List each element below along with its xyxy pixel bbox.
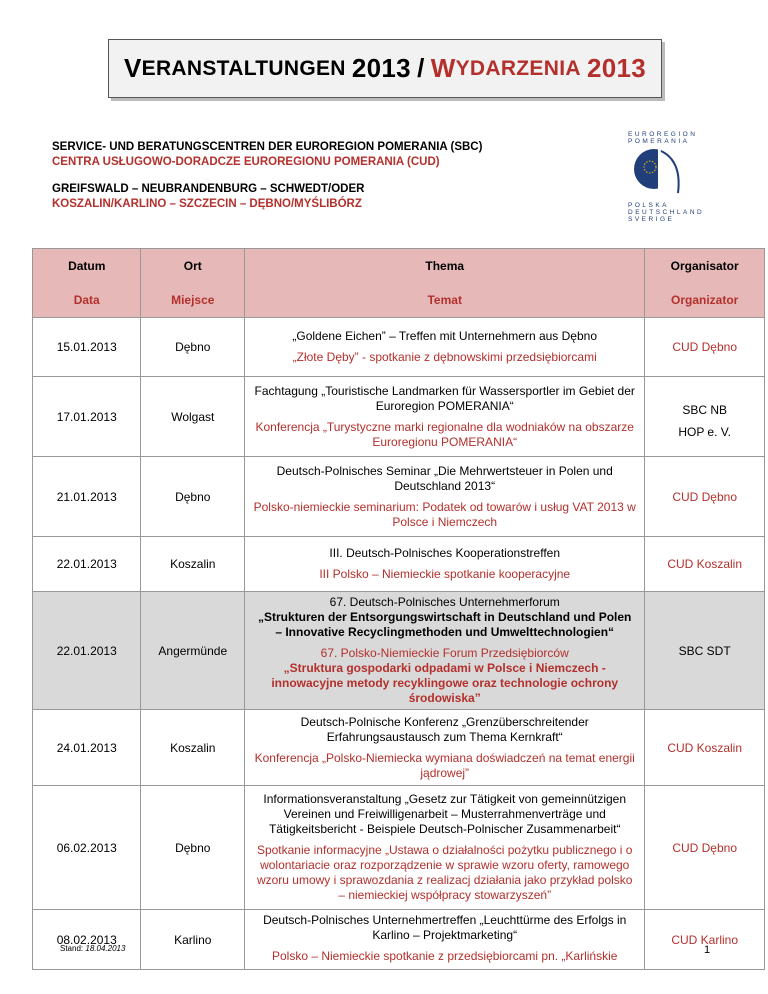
- row-org: CUD Karlino: [645, 910, 765, 970]
- theme-de: Fachtagung „Touristische Landmarken für Wassersportler im Gebiet der Euroregion POMERANIA“: [254, 383, 635, 413]
- title-separator: /: [417, 53, 425, 83]
- table-row: [33, 786, 765, 910]
- header-centres: [52, 140, 482, 170]
- row-theme: [245, 377, 645, 457]
- theme-de: III. Deutsch-Polnisches Kooperationstreffen: [329, 546, 560, 560]
- row-date: 24.01.2013: [33, 710, 141, 786]
- footer-stand: [60, 944, 125, 953]
- row-place: Koszalin: [141, 537, 245, 592]
- header-date-pl: Data: [33, 283, 141, 318]
- header-line1-de: SERVICE- UND BERATUNGSCENTREN DER EUROREGION POMERANIA (SBC): [52, 141, 483, 153]
- euroregion-pomerania-logo: [628, 131, 718, 231]
- table-row: [33, 457, 765, 537]
- row-date: 15.01.2013: [33, 318, 141, 377]
- stand-label: Stand:: [60, 944, 84, 953]
- logo-bottom-1: POLSKA: [628, 202, 670, 209]
- row-place: Dębno: [141, 457, 245, 537]
- title-pl-initial: W: [430, 53, 456, 83]
- theme-de: Deutsch-Polnische Konferenz „Grenzüberschreitender Erfahrungsaustausch zum Thema Kernkraft“: [300, 714, 589, 744]
- row-theme: [245, 457, 645, 537]
- row-date: 22.01.2013: [33, 537, 141, 592]
- theme-pl: 67. Polsko-Niemieckie Forum Przedsiębiorców: [320, 646, 569, 660]
- title-de-year: 2013: [351, 53, 411, 83]
- theme-de: „Goldene Eichen” – Treffen mit Unternehmern aus Dębno: [292, 329, 598, 343]
- title-de-initial: V: [124, 53, 142, 83]
- theme-de: 67. Deutsch-Polnisches Unternehmerforum: [329, 595, 560, 609]
- document-title: [108, 39, 662, 98]
- row-theme: [245, 786, 645, 910]
- theme-pl: III Polsko – Niemieckie spotkanie kooperacyjne: [319, 567, 571, 581]
- table-row: [33, 592, 765, 710]
- table-row: [33, 910, 765, 970]
- logo-top-2: POMERANIA: [628, 138, 690, 145]
- title-pl-year: 2013: [586, 53, 646, 83]
- header-line2-pl: KOSZALIN/KARLINO – SZCZECIN – DĘBNO/MYŚLIBÓRZ: [52, 198, 362, 210]
- row-date: 06.02.2013: [33, 786, 141, 910]
- table-row: [33, 537, 765, 592]
- row-place: Koszalin: [141, 710, 245, 786]
- header-place-pl: Miejsce: [141, 283, 245, 318]
- header-place-de: Ort: [141, 249, 245, 284]
- header-line1-pl: CENTRA USŁUGOWO-DORADCZE EUROREGIONU POMERANIA (CUD): [52, 156, 440, 168]
- header-theme-de: Thema: [245, 249, 645, 284]
- title-de-rest: ERANSTALTUNGEN: [141, 56, 346, 80]
- row-theme: [245, 318, 645, 377]
- row-theme: [245, 910, 645, 970]
- row-org: CUD Dębno: [645, 457, 765, 537]
- table-row: [33, 710, 765, 786]
- row-org: [645, 377, 765, 457]
- title-pl-rest: YDARZENIA: [455, 56, 581, 80]
- org-secondary: HOP e. V.: [678, 424, 732, 439]
- theme-pl: „Złote Dęby” - spotkanie z dębnowskimi przedsiębiorcami: [292, 350, 597, 364]
- header-date-de: Datum: [33, 249, 141, 284]
- theme-de: Deutsch-Polnisches Unternehmertreffen „Leuchttürme des Erfolgs in Karlino – Projektmarketing“: [263, 913, 627, 942]
- page-number: 1: [704, 944, 711, 956]
- org-primary: SBC NB: [682, 402, 728, 417]
- theme-pl: Polsko-niemieckie seminarium: Podatek od towarów i usług VAT 2013 w Polsce i Niemczech: [253, 499, 636, 529]
- row-place: Dębno: [141, 786, 245, 910]
- row-theme: [245, 537, 645, 592]
- theme-pl-bold: „Struktura gospodarki odpadami w Polsce i Niemczech - innowacyjne metody recyklingowe oraz technologie ochrony środowiska”: [271, 661, 619, 705]
- row-org: CUD Koszalin: [645, 710, 765, 786]
- header-org-de: Organisator: [645, 249, 765, 284]
- row-place: Dębno: [141, 318, 245, 377]
- row-org: CUD Koszalin: [645, 537, 765, 592]
- logo-top-1: EUROREGION: [628, 131, 698, 138]
- row-org: CUD Dębno: [645, 318, 765, 377]
- theme-de: Deutsch-Polnisches Seminar „Die Mehrwertsteuer in Polen und Deutschland 2013“: [276, 463, 613, 493]
- row-theme: [245, 592, 645, 710]
- row-place: Angermünde: [141, 592, 245, 710]
- theme-pl: Spotkanie informacyjne „Ustawa o działalności pożytku publicznego i o wolontariacie oraz rozporządzenie w sprawie wzoru oferty, ramowego wzoru umowy i sprawozdania z realizacj działania jako przykład polsko – niemieckiej współpracy stowarzyszeń”: [256, 843, 633, 902]
- row-theme: [245, 710, 645, 786]
- row-date: 08.02.2013: [33, 910, 141, 970]
- row-org: CUD Dębno: [645, 786, 765, 910]
- row-place: Wolgast: [141, 377, 245, 457]
- header-org-pl: Organizator: [645, 283, 765, 318]
- theme-pl: Konferencja „Turystyczne marki regionalne dla wodniaków na obszarze Euroregionu POMERANIA“: [255, 419, 634, 449]
- theme-de: Informationsveranstaltung „Gesetz zur Tätigkeit von gemeinnützigen Vereinen und Freiwilligenarbeit – Musterrahmenverträge und Tätigkeitsbericht - Beispiele Deutsch-Polnischer Zusammenarbeit“: [263, 792, 627, 836]
- theme-de-bold: „Strukturen der Entsorgungswirtschaft in Deutschland und Polen – Innovative Recyclingmethoden und Umwelttechnologien“: [258, 610, 632, 639]
- logo-bottom-3: SVERIGE: [628, 216, 675, 223]
- row-place: Karlino: [141, 910, 245, 970]
- theme-pl: Polsko – Niemieckie spotkanie z przedsiębiorcami pn. „Karlińskie: [271, 949, 618, 963]
- logo-bottom-2: DEUTSCHLAND: [628, 209, 705, 216]
- header-theme-pl: Temat: [245, 283, 645, 318]
- header-line2-de: GREIFSWALD – NEUBRANDENBURG – SCHWEDT/ODER: [52, 183, 365, 195]
- row-date: 17.01.2013: [33, 377, 141, 457]
- table-header-pl: [33, 283, 765, 318]
- stand-date: 18.04.2013: [85, 944, 126, 953]
- table-row: [33, 318, 765, 377]
- theme-pl: Konferencja „Polsko-Niemiecka wymiana doświadczeń na temat energii jądrowej”: [254, 750, 635, 780]
- row-date: 22.01.2013: [33, 592, 141, 710]
- row-org: SBC SDT: [645, 592, 765, 710]
- header-cities: [52, 182, 364, 212]
- row-date: 21.01.2013: [33, 457, 141, 537]
- table-header-de: [33, 249, 765, 284]
- events-table: [32, 248, 765, 970]
- logo-emblem-icon: [628, 145, 688, 197]
- table-row: [33, 377, 765, 457]
